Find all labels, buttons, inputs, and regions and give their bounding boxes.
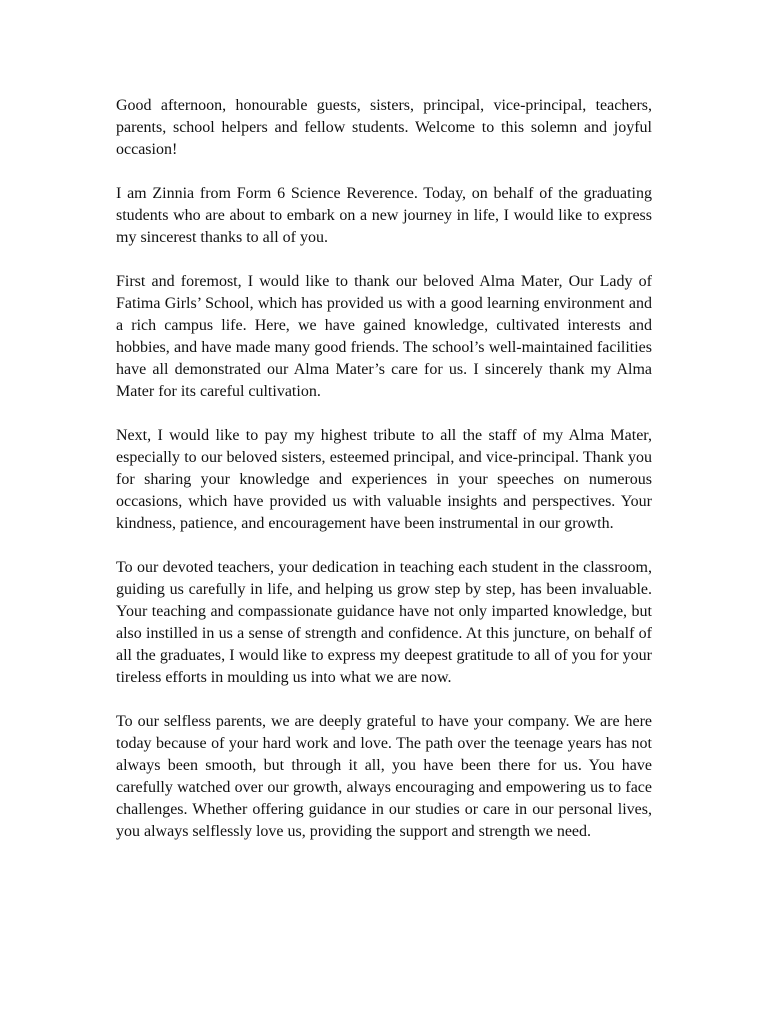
document-page xyxy=(116,95,652,865)
paragraph-thanks-staff: Next, I would like to pay my highest tribute to all the staff of my Alma Mater, especially to our beloved sisters, esteemed principal, and vice-principal. Thank you for sharing your knowledge and experiences in your speeches on numerous occasions, which have provided us with valuable insights and perspectives. Your kindness, patience, and encouragement have been instrumental in our growth. xyxy=(116,427,652,532)
paragraph-thanks-teachers: To our devoted teachers, your dedication in teaching each student in the classroom, guiding us carefully in life, and helping us grow step by step, has been invaluable. Your teaching and compassionate guidance have not only imparted knowledge, but also instilled in us a sense of strength and confidence. At this juncture, on behalf of all the graduates, I would like to express my deepest gratitude to all of you for your tireless efforts in moulding us into what we are now. xyxy=(116,559,652,686)
paragraph-thanks-parents: To our selfless parents, we are deeply grateful to have your company. We are here today because of your hard work and love. The path over the teenage years has not always been smooth, but through it all, you have been there for us. You have carefully watched over our growth, always encouraging and empowering us to face challenges. Whether offering guidance in our studies or care in our personal lives, you always selflessly love us, providing the support and strength we need. xyxy=(116,713,652,840)
paragraph-thanks-school: First and foremost, I would like to thank our beloved Alma Mater, Our Lady of Fatima Girls’ School, which has provided us with a good learning environment and a rich campus life. Here, we have gained knowledge, cultivated interests and hobbies, and have made many good friends. The school’s well-maintained facilities have all demonstrated our Alma Mater’s care for us. I sincerely thank my Alma Mater for its careful cultivation. xyxy=(116,273,652,400)
paragraph-introduction: I am Zinnia from Form 6 Science Reverence. Today, on behalf of the graduating students who are about to embark on a new journey in life, I would like to express my sincerest thanks to all of you. xyxy=(116,185,652,246)
paragraph-greeting: Good afternoon, honourable guests, sisters, principal, vice-principal, teachers, parents, school helpers and fellow students. Welcome to this solemn and joyful occasion! xyxy=(116,97,652,158)
